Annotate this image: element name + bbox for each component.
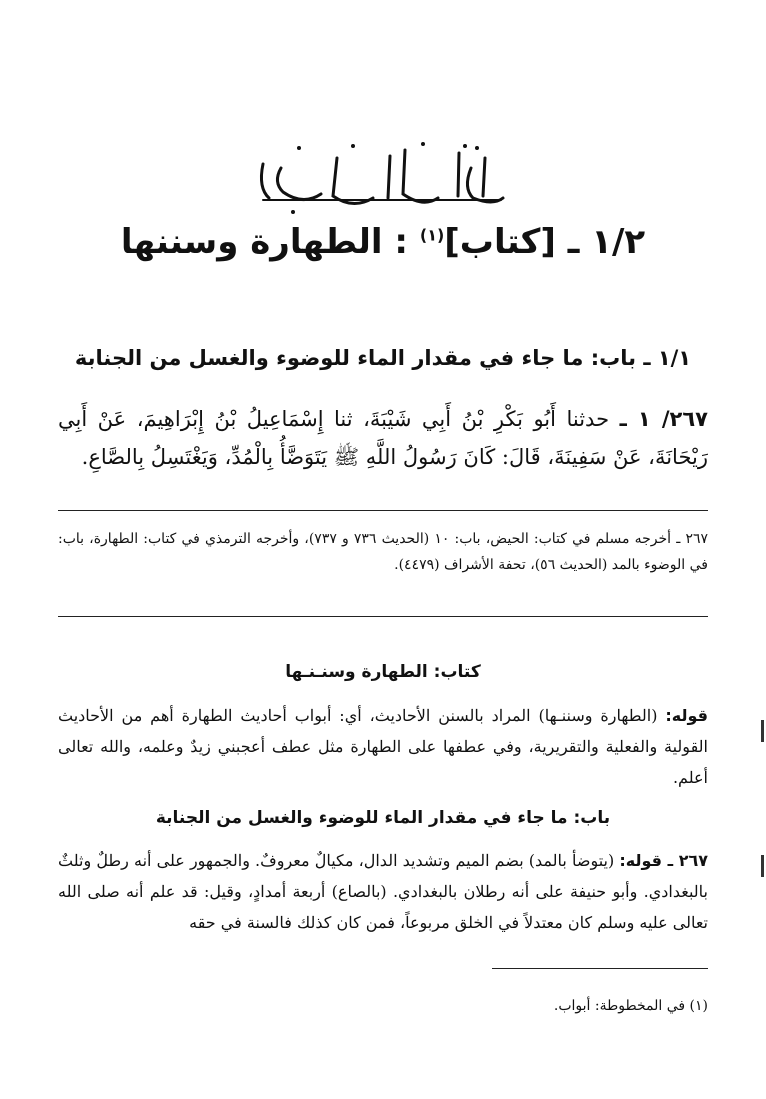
commentary-text: (يتوضأ بالمد) بضم الميم وتشديد الدال، مكيالٌ معروفٌ. والجمهور على أنه رطلٌ وثلثٌ بالبغدادي. وأبو حنيفة على أنه رطلان بالبغدادي. (بالصاع) أربعة أمدادٍ، وقيل: قد علم أنه صلى الله تعالى عليه وسلم كان معتدلاً في الخلق مربوعاً، فمن كان كذلك فالسنة في حقه bbox=[58, 851, 708, 932]
commentary-lead: قوله: bbox=[665, 706, 708, 725]
hadith-text: حدثنا أَبُو بَكْرِ بْنُ أَبِي شَيْبَةَ، ثنا إِسْمَاعِيلُ بْنُ إِبْرَاهِيمَ، عَنْ أَبِي رَيْحَانَةَ، عَنْ سَفِينَةَ، قَالَ: كَانَ رَسُولُ اللَّهِ ﷺ يَتَوَضَّأُ بِالْمُدِّ، وَيَغْتَسِلُ بِالصَّاعِ. bbox=[58, 407, 708, 469]
basmala-calligraphy-icon bbox=[233, 128, 533, 218]
margin-mark bbox=[761, 855, 764, 877]
divider-line bbox=[58, 616, 708, 617]
footnote-ref[interactable]: (١) bbox=[419, 225, 445, 245]
margin-mark bbox=[761, 720, 764, 742]
commentary-heading: باب: ما جاء في مقدار الماء للوضوء والغسل من الجنابة bbox=[155, 808, 611, 828]
book-title bbox=[60, 222, 706, 262]
book-number: ١/٢ ـ bbox=[567, 222, 646, 262]
book-label: [كتاب] bbox=[444, 222, 556, 262]
footnote: (١) في المخطوطة: أبواب. bbox=[553, 998, 708, 1014]
commentary-heading: كتاب: الطهارة وسنـنـها bbox=[285, 662, 481, 682]
commentary-paragraph bbox=[58, 845, 708, 938]
commentary-lead: ٢٦٧ ـ قوله: bbox=[619, 851, 709, 870]
book-title-text: : الطهارة وسننها bbox=[120, 222, 409, 262]
chapter-title: ١/١ ـ باب: ما جاء في مقدار الماء للوضوء والغسل من الجنابة bbox=[74, 346, 692, 370]
basmala-calligraphy bbox=[0, 128, 766, 218]
hadith-number: ٢٦٧/ ١ ـ bbox=[619, 407, 708, 431]
commentary-paragraph bbox=[58, 700, 708, 793]
hadith-block bbox=[58, 400, 708, 476]
footnote-separator bbox=[492, 968, 708, 969]
commentary-text: (الطهارة وسننـها) المراد بالسنن الأحاديث، أي: أبواب أحاديث الطهارة أهم من الأحاديث القولية والفعلية والتقريرية، وفي عطفها على الطهارة مثل عطف أعجبني زيدٌ وعلمه، والله تعالى أعلم. bbox=[58, 706, 708, 787]
divider-line bbox=[58, 510, 708, 511]
takhrij-note: ٢٦٧ ـ أخرجه مسلم في كتاب: الحيض، باب: ١٠ (الحديث ٧٣٦ و ٧٣٧)، وأخرجه الترمذي في كتاب: الطهارة، باب: في الوضوء بالمد (الحديث ٥٦)، تحفة الأشراف (٤٤٧٩). bbox=[58, 531, 708, 573]
